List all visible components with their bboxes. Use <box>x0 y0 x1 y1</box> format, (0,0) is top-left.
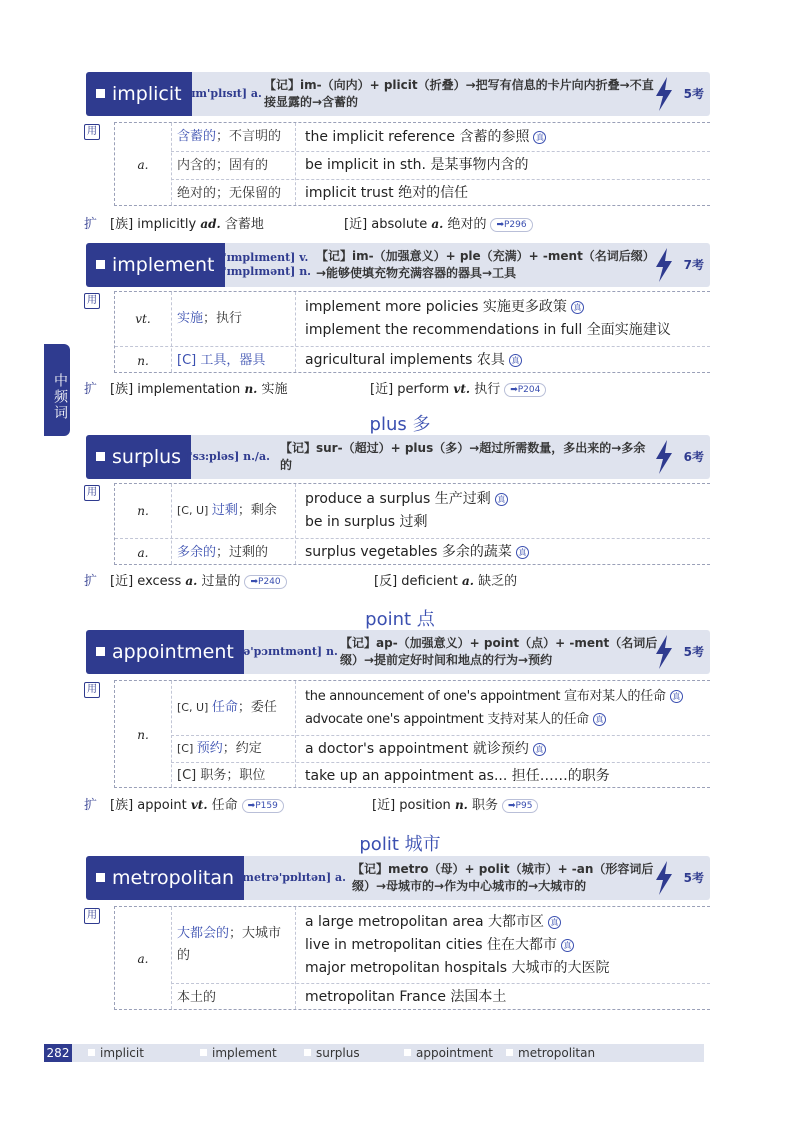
meaning: 多余的；过剩的 <box>177 544 269 560</box>
entry-header <box>86 72 710 116</box>
phonetic: ['sɜ:pləs] n./a. <box>184 450 270 463</box>
headword: surplus <box>86 435 191 479</box>
memory-tip: 【记】im-（加强意义）+ ple（充满）+ -ment（名词后缀）→能够使填充物充满容器的器具→工具 <box>316 249 655 280</box>
entry-implicit <box>84 72 710 232</box>
page-footer <box>44 1044 704 1062</box>
real-exam-badge: 真 <box>516 546 529 559</box>
lightning-icon <box>654 861 674 895</box>
word-family: [族] implicitly ad. 含蓄地 <box>110 217 264 232</box>
sense-table <box>114 483 710 565</box>
real-exam-badge: 真 <box>571 301 584 314</box>
exam-count: 5考 <box>683 645 704 659</box>
lightning-icon <box>654 77 674 111</box>
headword: implicit <box>86 72 192 116</box>
exam-count: 5考 <box>683 87 704 101</box>
synonym: [近] position n. 职务 ➡P95 <box>372 794 538 813</box>
usage-marker: 用 <box>84 682 100 698</box>
meaning: 内含的；固有的 <box>177 157 269 173</box>
entry-header <box>86 630 710 674</box>
synonym: [近] absolute a. 绝对的 ➡P296 <box>344 213 533 232</box>
word-family: [族] implementation n. 实施 <box>110 382 288 397</box>
headword: appointment <box>86 630 244 674</box>
lightning-icon <box>654 248 674 282</box>
example: the implicit reference 含蓄的参照 真 <box>305 123 546 151</box>
example: implement more policies 实施更多政策 真 implement the recommendations in full 全面实施建议 <box>305 299 671 338</box>
entry-header <box>86 435 710 479</box>
exam-count: 5考 <box>683 871 704 885</box>
meaning: [C, U] 过剩；剩余 <box>177 503 277 518</box>
page-ref[interactable]: ➡P204 <box>504 383 546 397</box>
phonetic: [ə'pɔɪntmənt] n. <box>238 645 338 658</box>
real-exam-badge: 真 <box>593 713 606 726</box>
headword: metropolitan <box>86 856 244 900</box>
meaning: 实施；执行 <box>177 311 243 326</box>
part-of-speech: vt. <box>135 312 151 326</box>
memory-tip: 【记】ap-（加强意义）+ point（点）+ -ment（名词后缀）→提前定好时间和地点的行为→预约 <box>340 636 658 667</box>
real-exam-badge: 真 <box>509 354 522 367</box>
memory-tip: 【记】metro（母）+ polit（城市）+ -an（形容词后缀）→母城市的→作为中心城市的→大城市的 <box>352 862 654 893</box>
word-family: [族] appoint vt. 任命 ➡P159 <box>110 794 284 813</box>
phonetic: [ˌmetrə'pɒlɪtən] a. <box>234 871 346 884</box>
footer-word[interactable]: surplus <box>304 1044 360 1062</box>
example: a doctor's appointment 就诊预约 真 <box>305 736 546 762</box>
entry-appointment <box>84 630 710 813</box>
entry-implement <box>84 243 710 397</box>
meaning: 本土的 <box>177 989 217 1005</box>
page-number: 282 <box>44 1044 72 1062</box>
lightning-icon <box>654 635 674 669</box>
root-heading: polit 城市 <box>359 834 441 855</box>
example: surplus vegetables 多余的蔬菜 真 <box>305 539 529 566</box>
footer-word[interactable]: implement <box>200 1044 277 1062</box>
page-ref[interactable]: ➡P240 <box>244 575 286 589</box>
real-exam-badge: 真 <box>533 743 546 756</box>
real-exam-badge: 真 <box>561 939 574 952</box>
example: the announcement of one's appointment 宣布对某人的任命 真 advocate one's appointment 支持对某人的任命 真 <box>305 681 683 735</box>
entry-surplus <box>84 435 710 589</box>
example: implicit trust 绝对的信任 <box>305 185 469 201</box>
real-exam-badge: 真 <box>495 493 508 506</box>
footer-word[interactable]: metropolitan <box>506 1044 595 1062</box>
footer-word[interactable]: implicit <box>88 1044 144 1062</box>
entry-metropolitan <box>86 856 710 1005</box>
synonym: [近] perform vt. 执行 ➡P204 <box>370 378 546 397</box>
part-of-speech: a. <box>137 158 149 172</box>
sense-table <box>114 122 710 206</box>
page-ref[interactable]: ➡P296 <box>490 218 532 232</box>
real-exam-badge: 真 <box>533 131 546 144</box>
example: metropolitan France 法国本土 <box>305 989 507 1005</box>
page-ref[interactable]: ➡P159 <box>242 799 284 813</box>
phonetic: [ɪm'plɪsɪt] a. <box>186 87 262 100</box>
entry-header <box>86 856 710 900</box>
root-heading: point 点 <box>365 609 435 630</box>
sense-table <box>114 291 710 373</box>
meaning: [C] 预约；约定 <box>177 741 262 756</box>
memory-tip: 【记】im-（向内）+ plicit（折叠）→把写有信息的卡片向内折叠→不直接显露的→含蓄的 <box>264 78 654 109</box>
part-of-speech: a. <box>137 952 149 966</box>
meaning: [C] 职务；职位 <box>177 768 266 783</box>
headword: implement <box>86 243 225 287</box>
page-ref[interactable]: ➡P95 <box>502 799 538 813</box>
memory-tip: 【记】sur-（超过）+ plus（多）→超过所需数量，多出来的→多余的 <box>280 441 646 472</box>
meaning: 大都会的；大城市的 <box>177 926 282 963</box>
usage-marker: 用 <box>84 293 100 309</box>
part-of-speech: n. <box>137 353 149 368</box>
synonym: [近] excess a. 过量的 ➡P240 <box>110 570 287 589</box>
footer-word[interactable]: appointment <box>404 1044 493 1062</box>
section-tab: 中频词 <box>44 344 70 436</box>
example: be implicit in sth. 是某事物内含的 <box>305 157 529 173</box>
exam-count: 6考 <box>683 450 704 464</box>
part-of-speech: n. <box>137 504 149 518</box>
meaning: [C, U] 任命；委任 <box>177 700 277 715</box>
exam-count: 7考 <box>683 258 704 272</box>
usage-marker: 用 <box>84 908 100 924</box>
extension-marker: 扩 <box>84 382 98 397</box>
antonym: [反] deficient a. 缺乏的 <box>374 574 518 589</box>
example: agricultural implements 农具 真 <box>305 347 522 374</box>
sense-table <box>114 906 710 1010</box>
example: produce a surplus 生产过剩 真 be in surplus 过剩 <box>305 484 508 538</box>
sense-table <box>114 680 710 788</box>
lightning-icon <box>654 440 674 474</box>
usage-marker: 用 <box>84 485 100 501</box>
extension-marker: 扩 <box>84 217 98 232</box>
real-exam-badge: 真 <box>670 690 683 703</box>
meaning: [C] 工具，器具 <box>177 352 266 368</box>
extension-marker: 扩 <box>84 574 98 589</box>
entry-header <box>86 243 710 287</box>
meaning: 含蓄的；不言明的 <box>177 129 282 144</box>
part-of-speech: a. <box>137 545 149 560</box>
root-heading: plus 多 <box>369 414 431 435</box>
real-exam-badge: 真 <box>548 916 561 929</box>
phonetic: ['ɪmplɪment] v. ['ɪmplɪmənt] n. <box>218 251 312 278</box>
example: take up an appointment as... 担任……的职务 <box>305 767 610 784</box>
usage-marker: 用 <box>84 124 100 140</box>
part-of-speech: n. <box>137 728 149 742</box>
extension-marker: 扩 <box>84 798 98 813</box>
example: a large metropolitan area 大都市区 真 live in metropolitan cities 住在大都市 真 major metropolitan hospitals 大城市的大医院 <box>305 913 610 976</box>
meaning: 绝对的；无保留的 <box>177 185 282 201</box>
